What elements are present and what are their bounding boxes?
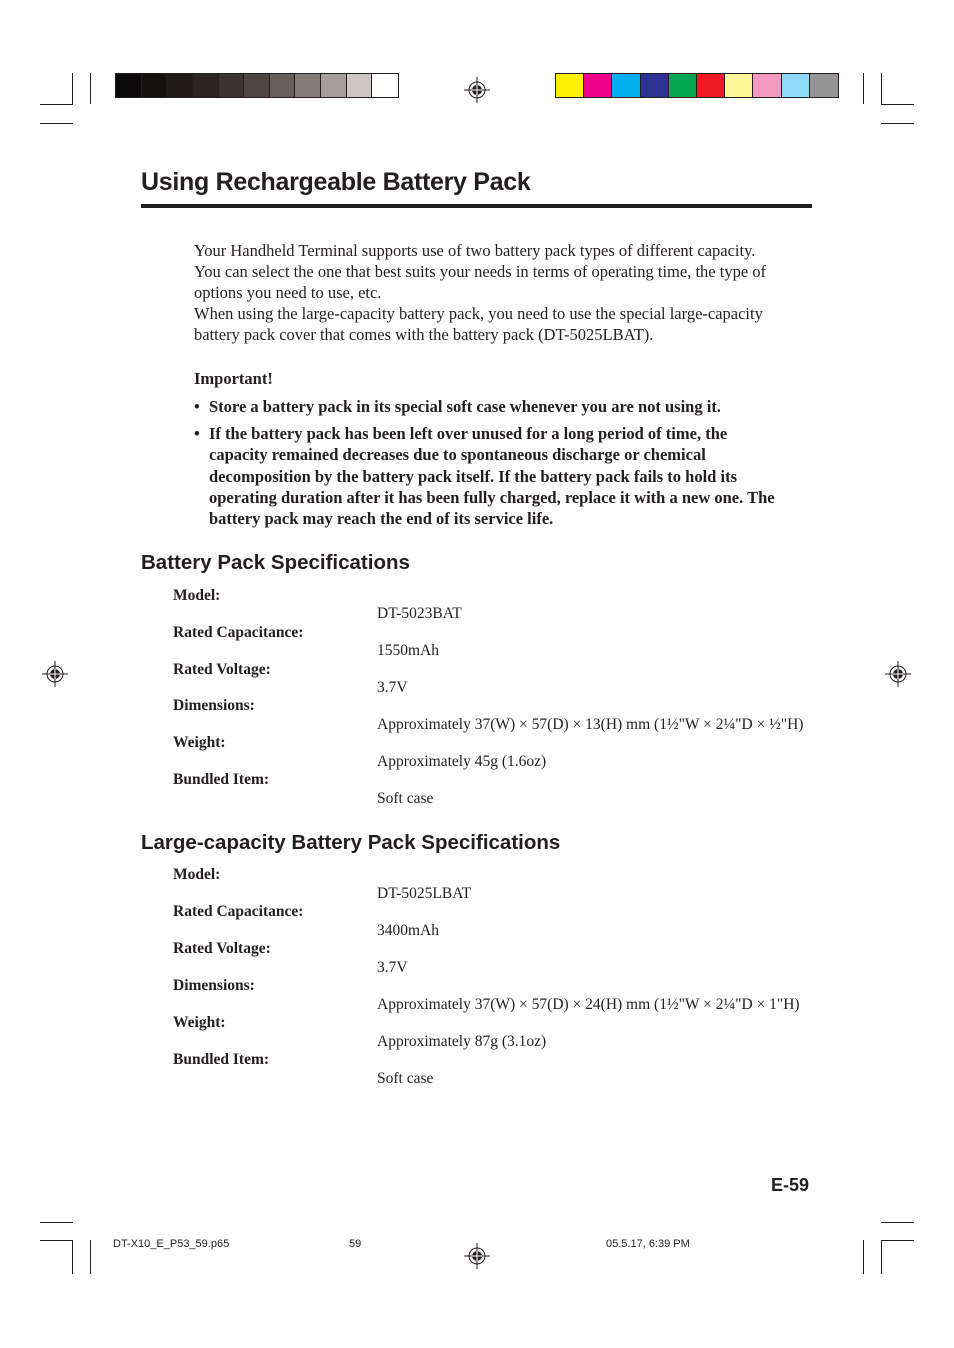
registration-mark-icon <box>42 661 68 687</box>
footer-page: 59 <box>349 1238 362 1250</box>
spec-value: Approximately 45g (1.6oz) <box>377 753 547 770</box>
spec-label: Bundled Item: <box>173 1051 270 1068</box>
color-swatch <box>810 74 838 97</box>
spec-value: 3.7V <box>377 679 408 696</box>
spec-value: Approximately 37(W) × 57(D) × 13(H) mm (1½"W × 2¼"D × ½"H) <box>377 716 804 733</box>
color-swatch <box>584 74 612 97</box>
color-swatch <box>142 74 168 97</box>
page-number: E-59 <box>771 1175 810 1195</box>
spec-value: Soft case <box>377 790 434 807</box>
bullet-line: If the battery pack has been left over unused for a long period of time, the <box>209 424 728 443</box>
spec-label: Bundled Item: <box>173 771 270 788</box>
color-swatch <box>244 74 270 97</box>
spec-value: Approximately 37(W) × 57(D) × 24(H) mm (1½"W × 2¼"D × 1"H) <box>377 996 800 1013</box>
color-swatch <box>641 74 669 97</box>
color-swatch <box>270 74 296 97</box>
crop-mark <box>90 1240 91 1274</box>
intro-line: options you need to use, etc. <box>194 283 382 302</box>
footer-filename: DT-X10_E_P53_59.p65 <box>113 1238 230 1250</box>
color-swatch <box>725 74 753 97</box>
process-color-bar <box>555 73 839 98</box>
footer-timestamp: 05.5.17, 6:39 PM <box>606 1238 690 1250</box>
color-swatch <box>669 74 697 97</box>
spec-value: Approximately 87g (3.1oz) <box>377 1033 547 1050</box>
spec-label: Weight: <box>173 1014 226 1031</box>
spec-value: DT-5023BAT <box>377 605 462 622</box>
spec-label: Weight: <box>173 734 226 751</box>
spec-value: 3.7V <box>377 959 408 976</box>
intro-line: When using the large-capacity battery pack, you need to use the special large-capacity <box>194 304 763 323</box>
registration-mark-icon <box>464 1243 490 1269</box>
bullet-line: operating duration after it has been fully charged, replace it with a new one. The <box>209 487 775 507</box>
crop-mark <box>881 104 914 105</box>
color-swatch <box>193 74 219 97</box>
spec-value: DT-5025LBAT <box>377 885 472 902</box>
color-swatch <box>295 74 321 97</box>
crop-mark <box>40 1222 73 1223</box>
intro-line: battery pack cover that comes with the battery pack (DT-5025LBAT). <box>194 325 654 344</box>
spec-label: Rated Capacitance: <box>173 903 304 920</box>
crop-mark <box>863 1240 864 1274</box>
color-swatch <box>753 74 781 97</box>
color-swatch <box>321 74 347 97</box>
color-swatch <box>219 74 245 97</box>
crop-mark <box>72 73 73 104</box>
color-swatch <box>347 74 373 97</box>
title-underline <box>141 204 812 208</box>
important-heading: Important! <box>194 369 273 388</box>
spec-value: 1550mAh <box>377 642 439 659</box>
bullet-line: capacity remained decreases due to spontaneous discharge or chemical <box>209 445 706 465</box>
crop-mark <box>881 123 914 124</box>
spec-label: Dimensions: <box>173 977 255 994</box>
spec-value: 3400mAh <box>377 922 439 939</box>
spec-value: Soft case <box>377 1070 434 1087</box>
crop-mark <box>881 1222 914 1223</box>
registration-mark-icon <box>464 77 490 103</box>
bullet-icon: • <box>194 424 200 443</box>
color-swatch <box>167 74 193 97</box>
crop-mark <box>40 104 73 105</box>
page-title: Using Rechargeable Battery Pack <box>141 168 531 196</box>
color-swatch <box>116 74 142 97</box>
color-swatch <box>697 74 725 97</box>
bullet-line: Store a battery pack in its special soft case whenever you are not using it. <box>209 397 721 416</box>
crop-mark <box>881 1240 882 1274</box>
bullet-line: battery pack may reach the end of its service life. <box>209 509 554 529</box>
spec-label: Model: <box>173 587 221 604</box>
crop-mark <box>881 73 882 104</box>
bullet-line: decomposition by the battery pack itself. If the battery pack fails to hold its <box>209 466 737 486</box>
spec-label: Rated Capacitance: <box>173 624 304 641</box>
spec-label: Model: <box>173 866 221 883</box>
color-swatch <box>612 74 640 97</box>
spec-label: Dimensions: <box>173 697 255 714</box>
color-swatch <box>372 74 398 97</box>
crop-mark <box>40 123 73 124</box>
crop-mark <box>72 1240 73 1274</box>
crop-mark <box>881 1240 914 1241</box>
grayscale-color-bar <box>115 73 399 98</box>
color-swatch <box>556 74 584 97</box>
registration-mark-icon <box>885 661 911 687</box>
crop-mark <box>90 73 91 104</box>
intro-line: Your Handheld Terminal supports use of two battery pack types of different capacity. <box>194 241 756 260</box>
crop-mark <box>863 73 864 104</box>
crop-mark <box>40 1240 73 1241</box>
bullet-icon: • <box>194 397 200 416</box>
color-swatch <box>782 74 810 97</box>
spec-label: Rated Voltage: <box>173 661 271 678</box>
intro-line: You can select the one that best suits your needs in terms of operating time, the type of <box>194 262 767 281</box>
section-heading-large-battery-specs: Large-capacity Battery Pack Specifications <box>141 831 561 854</box>
section-heading-battery-specs: Battery Pack Specifications <box>141 551 410 574</box>
spec-label: Rated Voltage: <box>173 940 271 957</box>
